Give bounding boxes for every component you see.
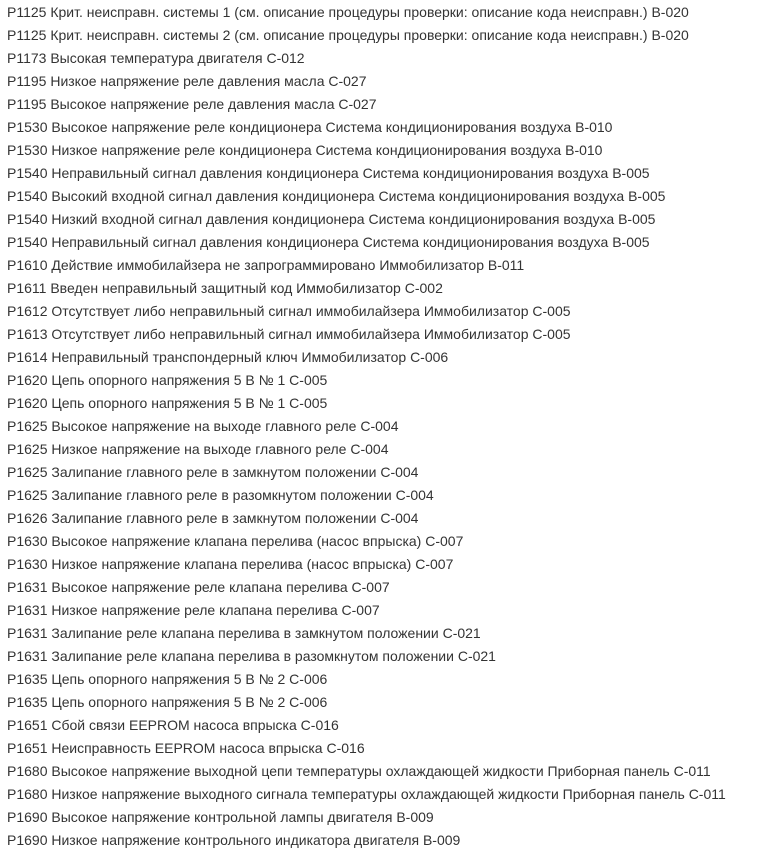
fault-code-line: P1631 Высокое напряжение реле клапана перелива C-007	[7, 579, 390, 595]
fault-code-line: P1195 Высокое напряжение реле давления масла C-027	[7, 96, 377, 112]
fault-code-line: P1631 Залипание реле клапана перелива в замкнутом положении C-021	[7, 625, 481, 641]
fault-code-line: P1625 Низкое напряжение на выходе главного реле C-004	[7, 441, 389, 457]
fault-code-line: P1651 Неисправность EEPROM насоса впрыска C-016	[7, 740, 365, 756]
fault-code-line: P1625 Залипание главного реле в замкнутом положении C-004	[7, 464, 419, 480]
fault-code-line: P1680 Низкое напряжение выходного сигнала температуры охлаждающей жидкости Приборная панель C-011	[7, 786, 726, 802]
fault-code-line: P1613 Отсутствует либо неправильный сигнал иммобилайзера Иммобилизатор C-005	[7, 326, 571, 342]
fault-code-line: P1540 Неправильный сигнал давления кондиционера Система кондиционирования воздуха B-005	[7, 234, 650, 250]
fault-code-line: P1630 Высокое напряжение клапана перелива (насос впрыска) C-007	[7, 533, 464, 549]
fault-code-line: P1620 Цепь опорного напряжения 5 В № 1 C-005	[7, 395, 328, 411]
fault-code-line: P1631 Низкое напряжение реле клапана перелива C-007	[7, 602, 380, 618]
fault-code-line: P1625 Залипание главного реле в разомкнутом положении C-004	[7, 487, 434, 503]
fault-code-line: P1125 Крит. неисправн. системы 2 (см. описание процедуры проверки: описание кода неисправн.) B-020	[7, 27, 689, 43]
fault-code-line: P1614 Неправильный транспондерный ключ Иммобилизатор C-006	[7, 349, 449, 365]
fault-code-line: P1630 Низкое напряжение клапана перелива (насос впрыска) C-007	[7, 556, 454, 572]
fault-code-line: P1625 Высокое напряжение на выходе главного реле C-004	[7, 418, 399, 434]
fault-code-line: P1540 Неправильный сигнал давления кондиционера Система кондиционирования воздуха B-005	[7, 165, 650, 181]
fault-code-line: P1620 Цепь опорного напряжения 5 В № 1 C-005	[7, 372, 328, 388]
fault-code-line: P1530 Высокое напряжение реле кондиционера Система кондиционирования воздуха B-010	[7, 119, 613, 135]
fault-code-line: P1540 Низкий входной сигнал давления кондиционера Система кондиционирования воздуха B-005	[7, 211, 656, 227]
fault-code-line: P1173 Высокая температура двигателя C-012	[7, 50, 305, 66]
fault-code-line: P1690 Низкое напряжение контрольного индикатора двигателя B-009	[7, 832, 461, 848]
fault-code-line: P1626 Залипание главного реле в замкнутом положении C-004	[7, 510, 419, 526]
fault-code-list	[7, 1, 777, 852]
fault-code-line: P1635 Цепь опорного напряжения 5 В № 2 C-006	[7, 671, 328, 687]
fault-code-line: P1631 Залипание реле клапана перелива в разомкнутом положении C-021	[7, 648, 496, 664]
fault-code-line: P1530 Низкое напряжение реле кондиционера Система кондиционирования воздуха B-010	[7, 142, 603, 158]
fault-code-line: P1540 Высокий входной сигнал давления кондиционера Система кондиционирования воздуха B-005	[7, 188, 666, 204]
fault-code-line: P1635 Цепь опорного напряжения 5 В № 2 C-006	[7, 694, 328, 710]
fault-code-line: P1195 Низкое напряжение реле давления масла C-027	[7, 73, 367, 89]
fault-code-line: P1612 Отсутствует либо неправильный сигнал иммобилайзера Иммобилизатор C-005	[7, 303, 571, 319]
fault-code-line: P1611 Введен неправильный защитный код Иммобилизатор C-002	[7, 280, 443, 296]
fault-code-line: P1651 Сбой связи EEPROM насоса впрыска C-016	[7, 717, 339, 733]
fault-code-line: P1125 Крит. неисправн. системы 1 (см. описание процедуры проверки: описание кода неисправн.) B-020	[7, 4, 689, 20]
fault-code-line: P1680 Высокое напряжение выходной цепи температуры охлаждающей жидкости Приборная панель C-011	[7, 763, 711, 779]
fault-code-line: P1610 Действие иммобилайзера не запрограммировано Иммобилизатор B-011	[7, 257, 525, 273]
fault-code-line: P1690 Высокое напряжение контрольной лампы двигателя B-009	[7, 809, 434, 825]
